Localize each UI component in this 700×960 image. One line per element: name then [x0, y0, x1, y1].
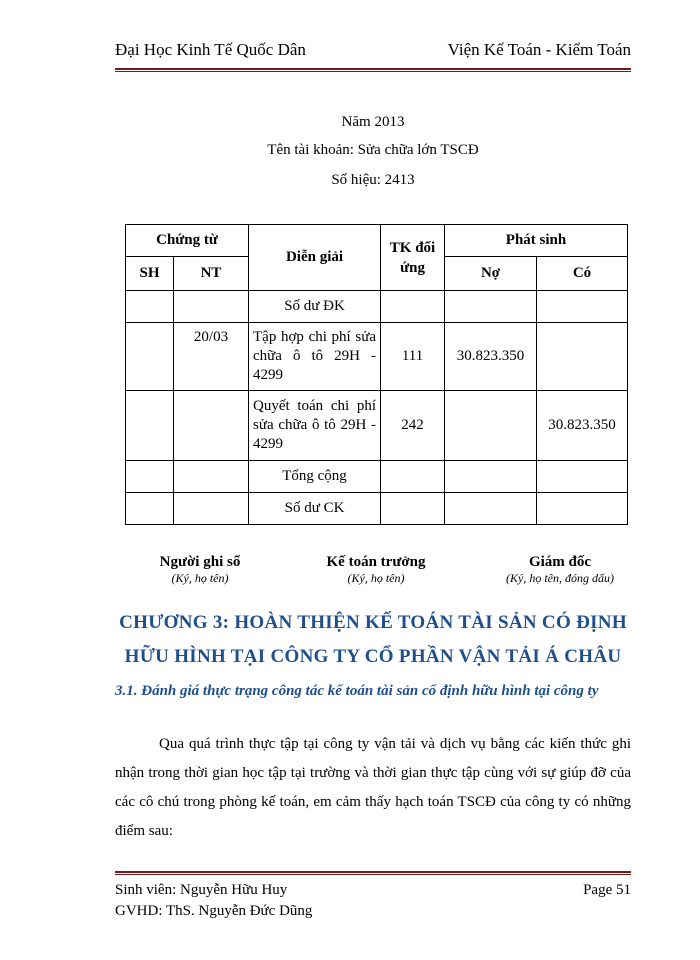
chapter-title-line-1: CHƯƠNG 3: HOÀN THIỆN KẾ TOÁN TÀI SẢN CÓ ĐỊNH — [119, 612, 627, 633]
row-description: Quyết toán chi phí sửa chữa ô tô 29H - 4299 — [249, 391, 381, 461]
page-footer — [115, 880, 631, 922]
footer-advisor: GVHD: ThS. Nguyễn Đức Dũng — [115, 903, 313, 919]
col-nt: NT — [174, 257, 249, 291]
row-credit: 30.823.350 — [537, 391, 628, 461]
table-row — [126, 391, 628, 461]
row-contra-account: 242 — [381, 391, 445, 461]
ledger-account-name: Tên tài khoản: Sửa chữa lớn TSCĐ — [267, 142, 479, 158]
signature-recorder: Người ghi sổ (Ký, họ tên) — [159, 554, 241, 585]
ledger-year: Năm 2013 — [341, 114, 405, 130]
col-voucher: Chứng từ — [126, 225, 249, 257]
col-description: Diễn giải — [249, 225, 381, 291]
row-description: Tổng cộng — [249, 461, 381, 493]
table-row — [126, 461, 628, 493]
row-debit: 30.823.350 — [445, 323, 537, 391]
col-contra-account: TK đối ứng — [381, 225, 445, 291]
signature-chief-accountant: Kế toán trưởng (Ký, họ tên) — [326, 554, 426, 585]
row-description: Số dư ĐK — [249, 291, 381, 323]
table-row — [126, 323, 628, 391]
header-rule — [115, 68, 631, 70]
body-paragraph: Qua quá trình thực tập tại công ty vận tải và dịch vụ bằng các kiến thức ghi nhận trong thời gian học tập tại trường và thời gian thực tập cùng với sự giúp đỡ của các cô chú trong phòng kế toán, em cảm thấy hạch toán TSCĐ của công ty có những điểm sau: — [115, 736, 631, 839]
page-number: Page 51 — [583, 882, 631, 898]
row-description: Tập hợp chi phí sửa chữa ô tô 29H - 4299 — [249, 323, 381, 391]
footer-student: Sinh viên: Nguyễn Hữu Huy — [115, 882, 288, 898]
footer-rule — [115, 871, 631, 873]
ledger-account-number: Số hiệu: 2413 — [331, 172, 415, 188]
chapter-title-line-2: HỮU HÌNH TẠI CÔNG TY CỔ PHẦN VẬN TẢI Á CHÂU — [124, 646, 622, 667]
page-header — [115, 36, 631, 66]
signature-block — [115, 554, 631, 594]
signature-director: Giám đốc (Ký, họ tên, đóng dấu) — [506, 554, 614, 585]
col-credit: Có — [537, 257, 628, 291]
footer-rule-thin — [115, 874, 631, 875]
header-rule-thin — [115, 71, 631, 72]
col-arising: Phát sinh — [445, 225, 628, 257]
header-institute: Viện Kế Toán - Kiểm Toán — [447, 40, 631, 59]
row-description: Số dư CK — [249, 493, 381, 525]
table-row — [126, 291, 628, 323]
row-date: 20/03 — [174, 323, 249, 391]
ledger-table — [125, 224, 628, 525]
table-row — [126, 493, 628, 525]
header-university: Đại Học Kinh Tế Quốc Dân — [115, 40, 306, 59]
col-sh: SH — [126, 257, 174, 291]
section-heading: 3.1. Đánh giá thực trạng công tác kế toán tài sản cố định hữu hình tại công ty — [115, 683, 599, 699]
row-contra-account: 111 — [381, 323, 445, 391]
col-debit: Nợ — [445, 257, 537, 291]
